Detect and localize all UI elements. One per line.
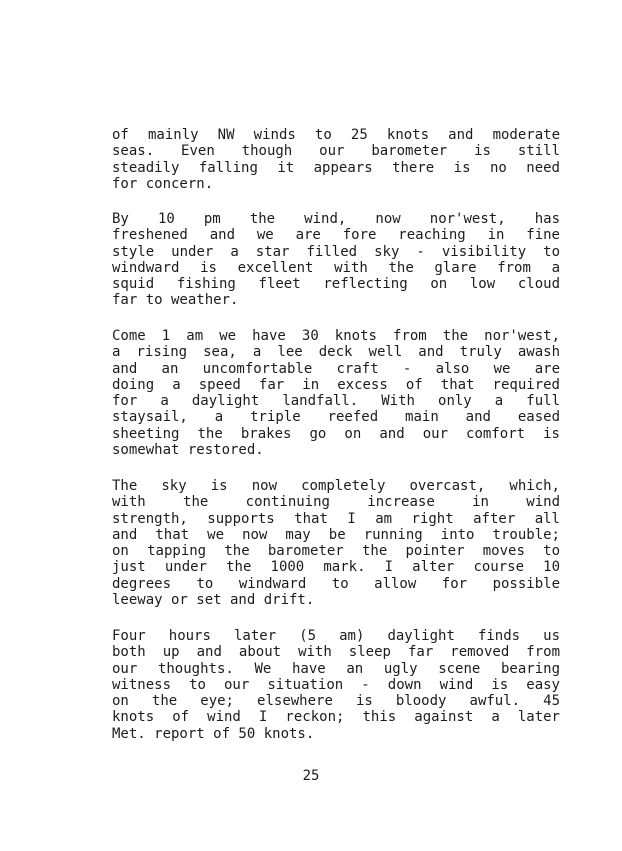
page-number: 25 bbox=[302, 768, 320, 784]
text-line: freshened and we are fore reaching in fine bbox=[112, 227, 560, 244]
text-line: a rising sea, a lee deck well and truly awash bbox=[112, 344, 560, 361]
text-line: By 10 pm the wind, now nor'west, has bbox=[112, 211, 560, 227]
text-line: for concern. bbox=[112, 175, 214, 192]
text-line: doing a speed far in excess of that required bbox=[112, 376, 560, 393]
text-line: somewhat restored. bbox=[112, 442, 264, 459]
text-line: seas. Even though our barometer is still bbox=[112, 143, 560, 160]
text-line: on tapping the barometer the pointer moves to bbox=[112, 543, 560, 560]
text-line: far to weather. bbox=[112, 292, 239, 309]
text-line: The sky is now completely overcast, which, bbox=[112, 478, 560, 494]
text-line: steadily falling it appears there is no need bbox=[112, 159, 560, 176]
text-line: degrees to windward to allow for possible bbox=[112, 575, 560, 592]
text-line: windward is excellent with the glare from a bbox=[112, 259, 560, 276]
text-line: leeway or set and drift. bbox=[112, 592, 315, 609]
text-line: witness to our situation - down wind is easy bbox=[112, 676, 560, 693]
text-line: Four hours later (5 am) daylight finds us bbox=[112, 628, 560, 644]
paragraph-5 bbox=[112, 628, 560, 742]
paragraph-2 bbox=[112, 211, 560, 309]
paragraph-4 bbox=[112, 478, 560, 608]
text-line: Come 1 am we have 30 knots from the nor'west, bbox=[112, 328, 560, 344]
text-line: Met. report of 50 knots. bbox=[112, 725, 315, 742]
text-line: just under the 1000 mark. I alter course 10 bbox=[112, 559, 560, 576]
text-line: with the continuing increase in wind bbox=[112, 494, 560, 511]
paragraph-3 bbox=[112, 328, 560, 458]
paragraph-1 bbox=[112, 127, 560, 192]
text-line: and an uncomfortable craft - also we are bbox=[112, 360, 560, 377]
text-line: knots of wind I reckon; this against a later bbox=[112, 709, 560, 726]
text-line: strength, supports that I am right after all bbox=[112, 510, 560, 527]
text-line: staysail, a triple reefed main and eased bbox=[112, 409, 560, 426]
text-line: style under a star filled sky - visibility to bbox=[112, 243, 560, 260]
text-line: for a daylight landfall. With only a full bbox=[112, 393, 560, 410]
text-line: and that we now may be running into trouble; bbox=[112, 526, 560, 543]
text-line: on the eye; elsewhere is bloody awful. 45 bbox=[112, 693, 560, 710]
text-line: sheeting the brakes go on and our comfort is bbox=[112, 425, 560, 442]
text-line: both up and about with sleep far removed from bbox=[112, 644, 560, 661]
text-line: squid fishing fleet reflecting on low cloud bbox=[112, 276, 560, 293]
text-line: of mainly NW winds to 25 knots and moderate bbox=[112, 127, 560, 143]
text-line: our thoughts. We have an ugly scene bearing bbox=[112, 660, 560, 677]
